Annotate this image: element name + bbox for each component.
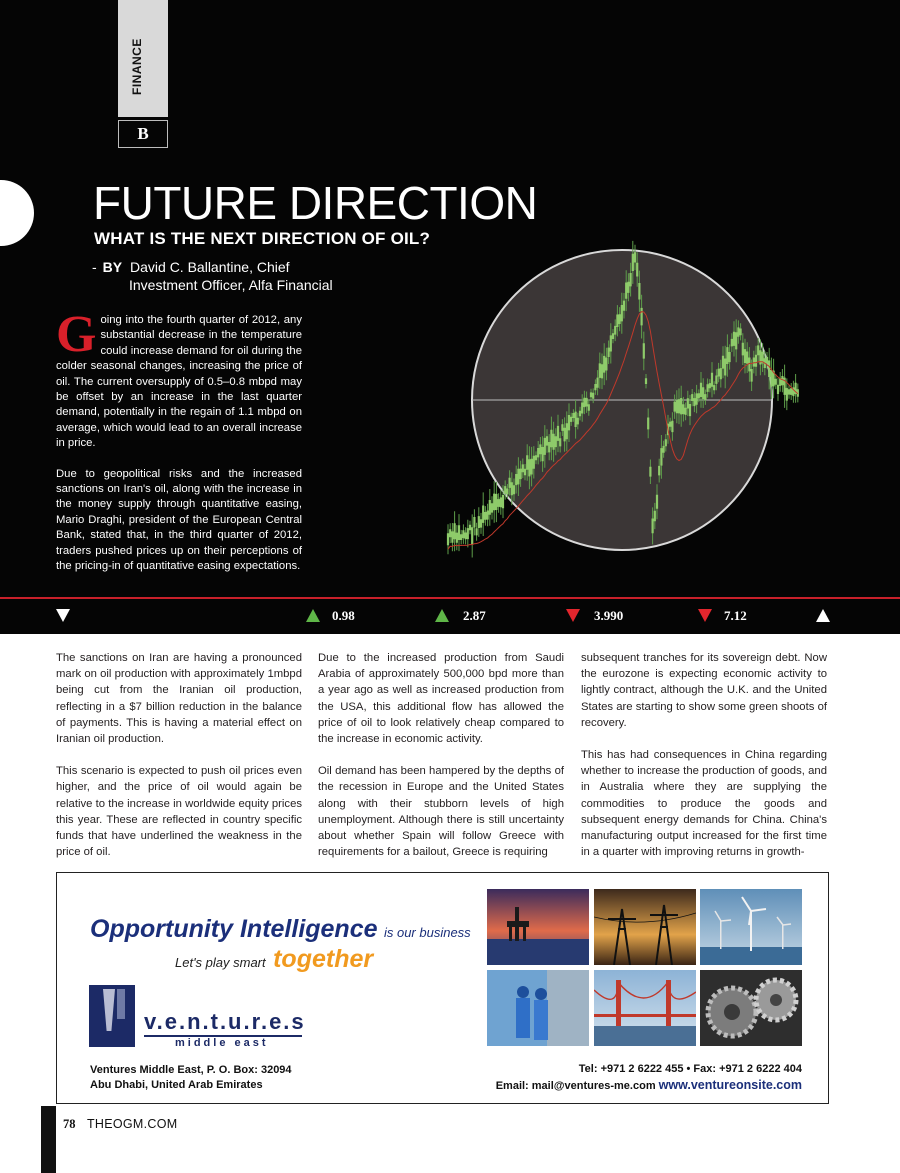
page-footer (63, 1117, 177, 1132)
ad-email[interactable]: Email: mail@ventures-me.com (495, 1080, 656, 1092)
ad-headline (90, 915, 471, 944)
body-paragraph: Due to the increased production from Saudi Arabia of approximately 500,000 bpd more than a year ago as well as increased production from the USA, this additional flow has allowed the price of oil to look relatively cheap compared to the increase in economic activity. (318, 652, 564, 746)
byline-dash: - (92, 259, 97, 275)
intro-text (56, 306, 302, 590)
body-paragraph: Oil demand has been hampered by the depths of the recession in Europe and the United States along with their stubborn levels of high unemployment. Although there is still uncertainty about whether Spain will follow Greece with requirements for a bailout, Greece is requiring (318, 765, 564, 859)
ad-address (90, 1063, 292, 1093)
logo-mark-icon (89, 985, 135, 1047)
ad-headline-main: Opportunity Intelligence (90, 915, 378, 943)
ticker-arrow-down-icon (698, 609, 712, 622)
section-label: FINANCE (130, 38, 144, 95)
section-tab (118, 0, 168, 117)
byline-by: BY (102, 259, 123, 275)
column-2 (318, 650, 564, 876)
wind-turbines-photo (700, 889, 802, 965)
ticker-arrow-up-icon (816, 609, 830, 622)
ventures-logo (89, 985, 304, 1049)
ad-headline-suffix: is our business (383, 925, 471, 940)
footer-site[interactable]: THEOGM.COM (86, 1117, 178, 1131)
byline (92, 258, 333, 294)
body-paragraph: subsequent tranches for its sovereign debt. Now the eurozone is expecting economic activity to lightly contract, although the U.K. and the United States are starting to show some green shoots of recovery. (581, 652, 827, 729)
oil-price-illustration (440, 232, 810, 577)
drop-cap: G (56, 306, 97, 363)
ticker-bar (0, 597, 900, 634)
ticker-arrow-down-icon (56, 609, 70, 622)
ad-tagline-accent: together (273, 945, 374, 973)
address-line-1: Ventures Middle East, P. O. Box: 32094 (90, 1064, 292, 1076)
intro-paragraph-2: Due to geopolitical risks and the increased sanctions on Iran's oil, along with the increase in the money supply through quantitative easing, Mario Draghi, president of the European Central Bank, stated that, in the third quarter of 2012, traders pushed prices up on their perceptions of the pricing-in of quantitative easing expectations. (56, 467, 302, 573)
article-title: FUTURE DIRECTION (93, 177, 538, 229)
decorative-disc (0, 180, 34, 246)
gears-photo (700, 970, 802, 1046)
oil-rig-photo (487, 889, 589, 965)
logo-name: v.e.n.t.u.r.e.s (144, 1009, 306, 1034)
column-1 (56, 650, 302, 876)
footer-bar (41, 1106, 56, 1173)
intro-paragraph-1 (56, 306, 302, 452)
ad-contact (496, 1061, 802, 1094)
ad-photo-grid (487, 889, 802, 1046)
ticker-value: 3.990 (594, 608, 624, 623)
ad-tagline (175, 945, 373, 974)
body-paragraph: This scenario is expected to push oil prices even higher, and the price of oil would again be relative to the increase in worldwide equity prices this year. These are reflected in country specific funds that have underlined the weakness in the price of oil. (56, 765, 302, 859)
ticker-value: 7.12 (724, 608, 747, 623)
ticker-value: 2.87 (463, 608, 486, 623)
workers-photo (487, 970, 589, 1046)
author-line-1: David C. Ballantine, Chief (130, 259, 290, 275)
author-line-2: Investment Officer, Alfa Financial (129, 277, 333, 293)
ad-phone-fax: Tel: +971 2 6222 455 • Fax: +971 2 6222 404 (578, 1063, 802, 1075)
ticker-value: 0.98 (332, 608, 355, 623)
advertisement[interactable] (56, 872, 829, 1104)
page-number: 78 (63, 1117, 76, 1131)
ticker-arrow-up-icon (306, 609, 320, 622)
article-subtitle: WHAT IS THE NEXT DIRECTION OF OIL? (94, 229, 431, 248)
ticker-arrow-down-icon (566, 609, 580, 622)
power-lines-photo (594, 889, 696, 965)
address-line-2: Abu Dhabi, United Arab Emirates (90, 1079, 263, 1091)
body-paragraph: This has had consequences in China regarding whether to increase the production of goods, and in Australia where they are supplying the commodities to produce the goods and subsequent energy demands for China. China's manufacturing output increased for the first time in a quarter with improving returns in growth- (581, 749, 827, 859)
bridge-photo (594, 970, 696, 1046)
column-3 (581, 650, 827, 876)
intro-paragraph-1-text: oing into the fourth quarter of 2012, any substantial decrease in the temperature could increase demand for oil during the colder seasonal changes, increasing the price of oil. The current oversupply of 0.5–0.8 mbpd may be offset by an increase in the last quarter demand, potentially in the regain of 1.1 mbpd on average, which would lead to an overall increase in price. (56, 314, 302, 450)
body-paragraph: The sanctions on Iran are having a pronounced mark on oil production with approximately 1mbpd being cut from the Iranian oil production, reflecting in a $7 billion reduction in the balance of payments. This is having a material effect on Iranian oil production. (56, 652, 302, 746)
ticker-arrow-up-icon (435, 609, 449, 622)
section-letter: B (118, 120, 168, 148)
ad-email-web-line (496, 1077, 802, 1094)
ad-tagline-text: Let's play smart (175, 955, 266, 970)
logo-subtitle: middle east (175, 1037, 269, 1049)
ad-website-link[interactable]: www.ventureonsite.com (658, 1078, 802, 1092)
